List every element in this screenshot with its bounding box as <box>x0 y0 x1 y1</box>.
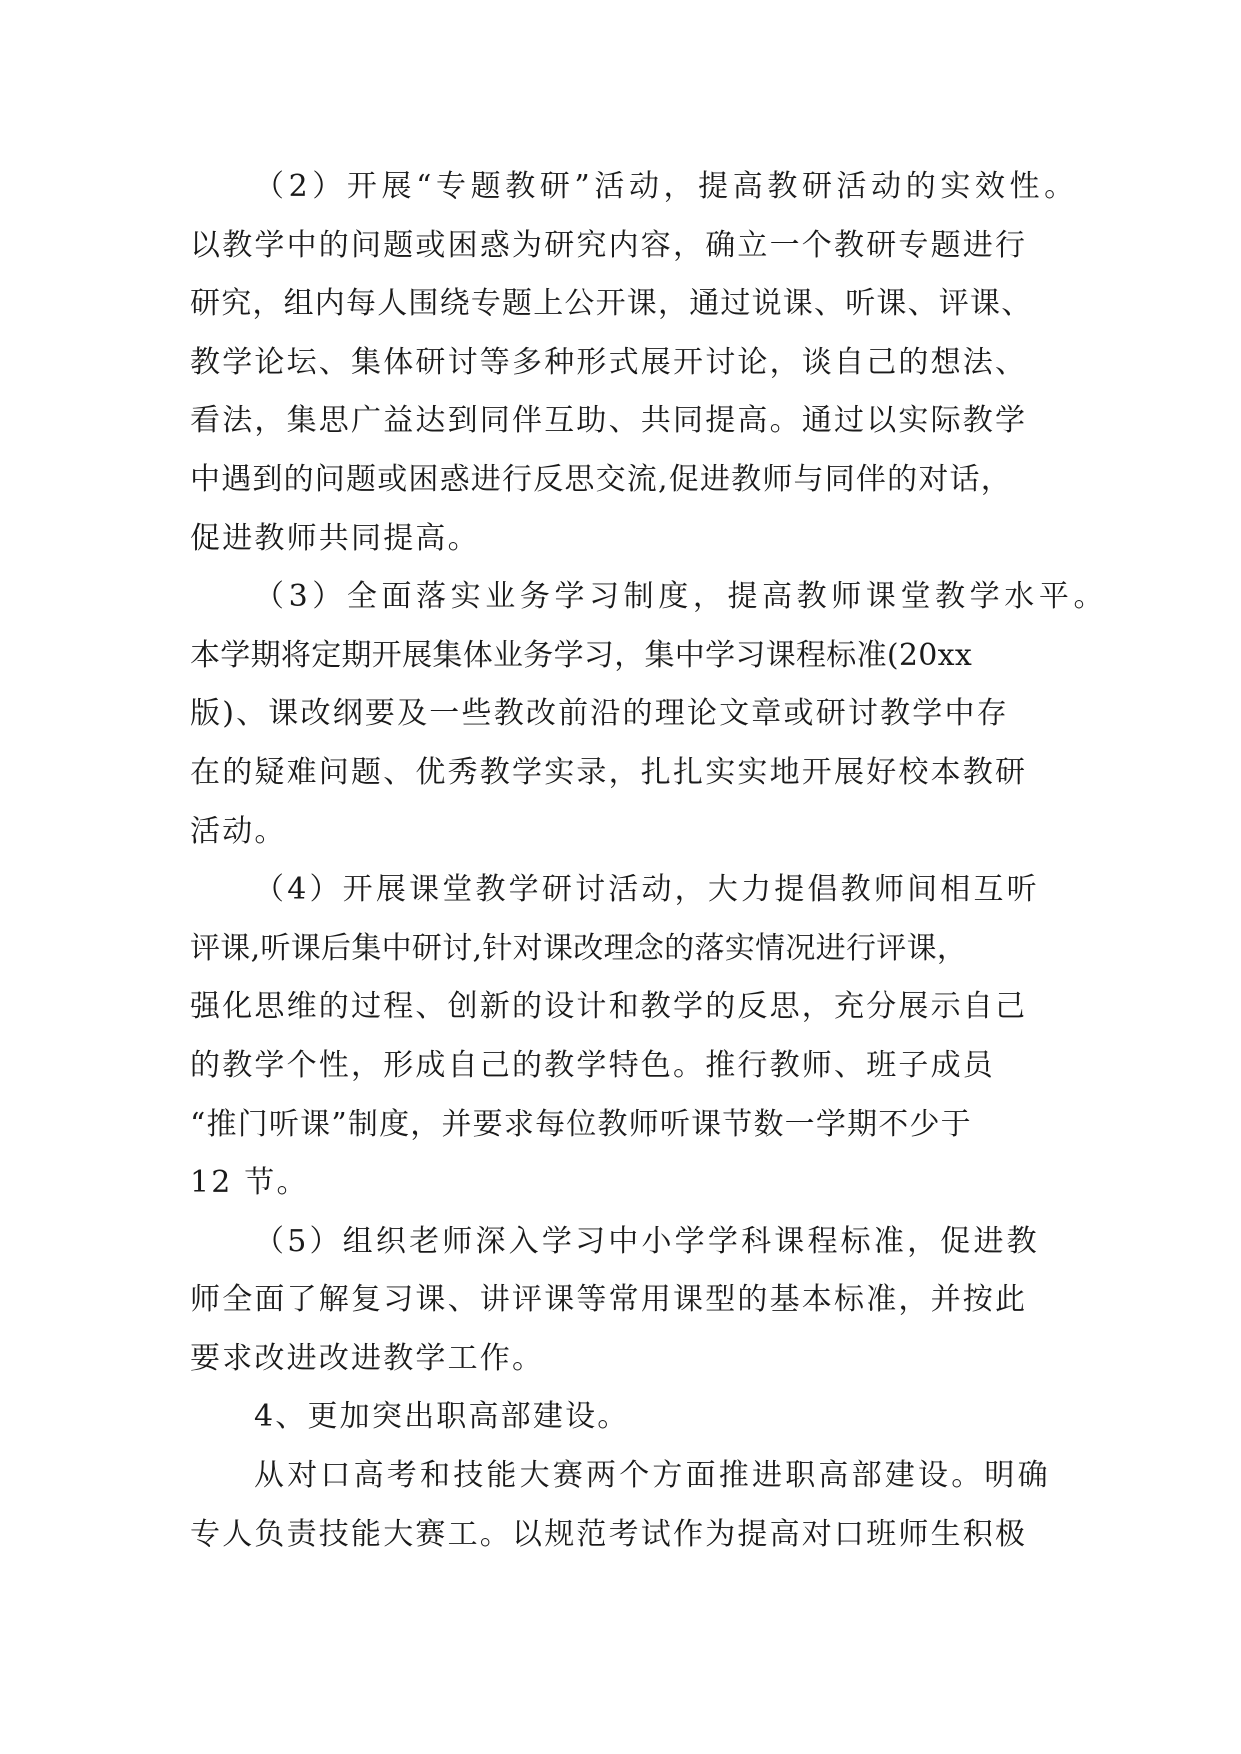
section-4-paragraph-line-1: 从对口高考和技能大赛两个方面推进职高部建设。明确 <box>254 1458 1051 1494</box>
document-body <box>190 158 1109 1564</box>
section-4-paragraph-line-2: 专人负责技能大赛工。以规范考试作为提高对口班师生积极 <box>190 1516 1028 1552</box>
paragraph-3-line-2: 本学期将定期开展集体业务学习，集中学习课程标准(20xx <box>190 637 973 673</box>
paragraph-2-line-2: 以教学中的问题或困惑为研究内容，确立一个教研专题进行 <box>190 227 1028 263</box>
paragraph-3-line-1: （3）全面落实业务学习制度，提高教师课堂教学水平。 <box>254 579 1109 615</box>
paragraph-3-line-5: 活动。 <box>190 813 287 849</box>
paragraph-5-line-2: 师全面了解复习课、讲评课等常用课型的基本标准，并按此 <box>190 1282 1028 1318</box>
paragraph-5-line-3: 要求改进改进教学工作。 <box>190 1340 545 1376</box>
paragraph-5-line-1: （5）组织老师深入学习中小学学科课程标准，促进教 <box>254 1223 1040 1259</box>
paragraph-3-line-4: 在的疑难问题、优秀教学实录，扎扎实实地开展好校本教研 <box>190 754 1028 790</box>
paragraph-2-line-7: 促进教师共同提高。 <box>190 520 480 556</box>
paragraph-4-line-1: （4）开展课堂教学研讨活动，大力提倡教师间相互听 <box>254 872 1040 908</box>
paragraph-2-line-5: 看法，集思广益达到同伴互助、共同提高。通过以实际教学 <box>190 403 1028 439</box>
paragraph-2-line-1: （2）开展“专题教研”活动，提高教研活动的实效性。 <box>254 169 1079 204</box>
paragraph-4-line-4: 的教学个性，形成自己的教学特色。推行教师、班子成员 <box>190 1047 995 1083</box>
paragraph-4-line-6: 12 节。 <box>190 1165 309 1201</box>
paragraph-2-line-6: 中遇到的问题或困惑进行反思交流,促进教师与同伴的对话， <box>190 461 1012 497</box>
paragraph-2-line-3: 研究，组内每人围绕专题上公开课，通过说课、听课、评课、 <box>190 286 1033 322</box>
section-4-heading: 4、更加突出职高部建设。 <box>254 1399 630 1435</box>
paragraph-4-line-2: 评课,听课后集中研讨,针对课改理念的落实情况进行评课， <box>190 930 968 966</box>
paragraph-2-line-4: 教学论坛、集体研讨等多种形式展开讨论，谈自己的想法、 <box>190 344 1028 380</box>
paragraph-3-line-3: 版)、课改纲要及一些教改前沿的理论文章或研讨教学中存 <box>190 696 1009 732</box>
paragraph-4-line-3: 强化思维的过程、创新的设计和教学的反思，充分展示自己 <box>190 989 1028 1025</box>
paragraph-4-line-5: “推门听课”制度，并要求每位教师听课节数一学期不少于 <box>190 1106 972 1142</box>
